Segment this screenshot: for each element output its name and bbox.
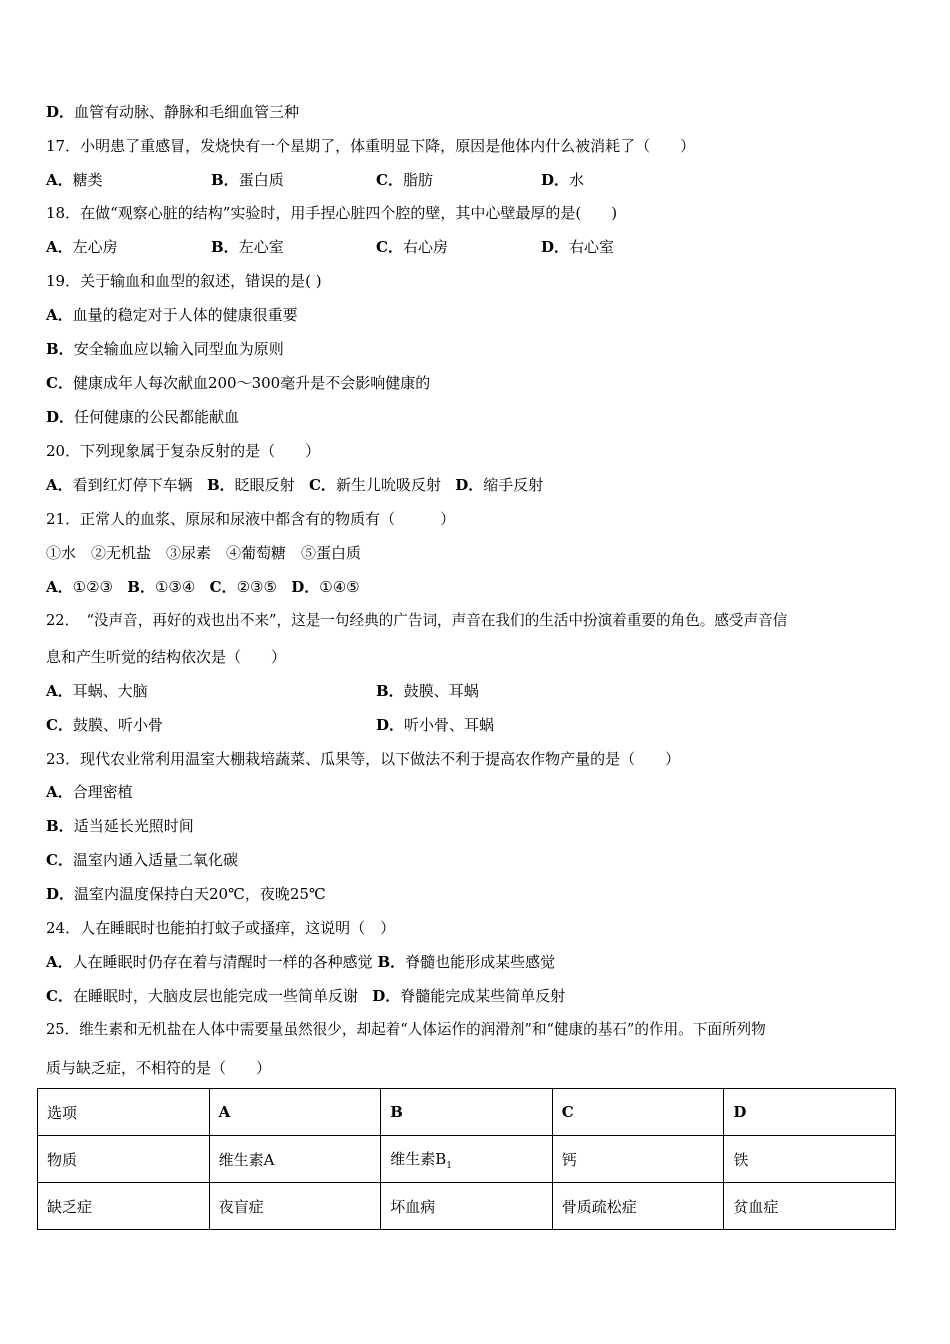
q17-option-c: C．脂肪 [376, 171, 433, 189]
q20-options: A．看到红灯停下车辆 B．眨眼反射 C．新生儿吮吸反射 D．缩手反射 [46, 476, 544, 494]
q19-option-d: D．任何健康的公民都能献血 [46, 408, 240, 426]
table-cell: A [209, 1089, 381, 1136]
table-cell: 铁 [724, 1136, 896, 1183]
q25-table [37, 1088, 896, 1230]
q21-options: A．①②③ B．①③④ C．②③⑤ D．①④⑤ [46, 578, 360, 596]
table-cell: D [724, 1089, 896, 1136]
q22-option-b: B．鼓膜、耳蜗 [376, 682, 479, 700]
q18-stem: 18．在做“观察心脏的结构”实验时，用手捏心脏四个腔的壁，其中心壁最厚的是( ) [46, 204, 618, 222]
q23-option-c: C．温室内通入适量二氧化碳 [46, 851, 238, 869]
table-row [38, 1089, 896, 1136]
table-cell: 贫血症 [724, 1183, 896, 1230]
table-cell: 选项 [38, 1089, 210, 1136]
q22-option-a: A．耳蜗、大脑 [46, 682, 148, 700]
q22-stem-line2: 息和产生听觉的结构依次是（ ） [46, 648, 287, 666]
q17-stem: 17．小明患了重感冒，发烧快有一个星期了，体重明显下降，原因是他体内什么被消耗了（ ） [46, 137, 696, 155]
q22-option-d: D．听小骨、耳蜗 [376, 716, 495, 734]
table-cell: B [381, 1089, 553, 1136]
q21-items: ①水 ②无机盐 ③尿素 ④葡萄糖 ⑤蛋白质 [46, 544, 362, 562]
table-cell: 骨质疏松症 [552, 1183, 724, 1230]
q17-option-d: D．水 [541, 171, 585, 189]
q21-stem: 21．正常人的血浆、原尿和尿液中都含有的物质有（ ） [46, 510, 456, 528]
q17-option-a: A．糖类 [46, 171, 103, 189]
table-cell: 坏血病 [381, 1183, 553, 1230]
table-cell: C [552, 1089, 724, 1136]
q20-stem: 20．下列现象属于复杂反射的是（ ） [46, 442, 321, 460]
table-cell: 夜盲症 [209, 1183, 381, 1230]
q22-option-c: C．鼓膜、听小骨 [46, 716, 163, 734]
q23-option-d: D．温室内温度保持白天20℃，夜晚25℃ [46, 885, 326, 903]
table-cell: 物质 [38, 1136, 210, 1183]
q18-option-a: A．左心房 [46, 238, 118, 256]
table-row [38, 1183, 896, 1230]
q23-stem: 23．现代农业常利用温室大棚栽培蔬菜、瓜果等，以下做法不利于提高农作物产量的是（ ） [46, 750, 681, 768]
table-cell: 维生素$B_1$ [381, 1136, 553, 1183]
q18-option-c: C．右心房 [376, 238, 448, 256]
subscript: 1 [446, 1160, 452, 1171]
q17-option-b: B．蛋白质 [211, 171, 284, 189]
q19-option-b: B．安全输血应以输入同型血为原则 [46, 340, 284, 358]
table-cell: 钙 [552, 1136, 724, 1183]
q19-stem: 19．关于输血和血型的叙述，错误的是( ) [46, 272, 322, 290]
table-row [38, 1136, 896, 1183]
q25-stem-line1: 25．维生素和无机盐在人体中需要量虽然很少，却起着“人体运作的润滑剂”和“健康的基石”的作用。下面所列物 [46, 1021, 766, 1038]
q16-option-d: D．血管有动脉、静脉和毛细血管三种 [46, 103, 300, 121]
q24-options-ab: A．人在睡眠时仍存在着与清醒时一样的各种感觉 B．脊髓也能形成某些感觉 [46, 953, 556, 971]
table-cell: 维生素A [209, 1136, 381, 1183]
q19-option-a: A．血量的稳定对于人体的健康很重要 [46, 306, 298, 324]
q22-stem-line1: 22． “没声音，再好的戏也出不来”，这是一句经典的广告词，声音在我们的生活中扮演着重要的角色。感受声音信 [46, 612, 788, 629]
q24-options-cd: C．在睡眠时，大脑皮层也能完成一些简单反谢 D．脊髓能完成某些简单反射 [46, 987, 566, 1005]
q23-option-a: A．合理密植 [46, 783, 133, 801]
q18-option-d: D．右心室 [541, 238, 615, 256]
q25-stem-line2: 质与缺乏症，不相符的是（ ） [46, 1059, 272, 1077]
q18-option-b: B．左心室 [211, 238, 284, 256]
q19-option-c: C．健康成年人每次献血200～300毫升是不会影响健康的 [46, 374, 431, 392]
q23-option-b: B．适当延长光照时间 [46, 817, 194, 835]
q24-stem: 24．人在睡眠时也能拍打蚊子或搔痒，这说明（ ） [46, 919, 396, 937]
table-cell: 缺乏症 [38, 1183, 210, 1230]
